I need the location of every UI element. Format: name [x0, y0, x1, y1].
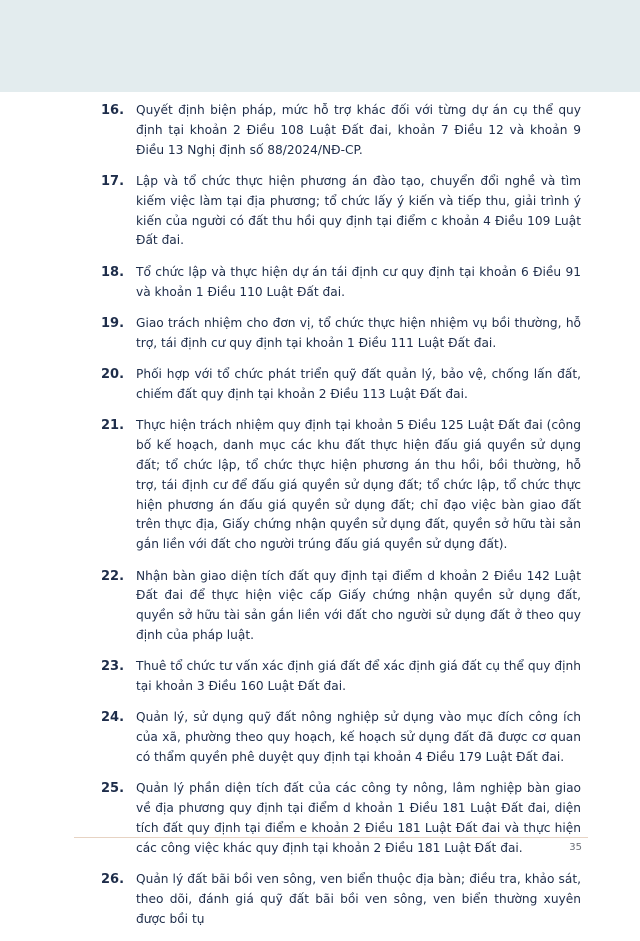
list-item — [0, 708, 640, 767]
item-number: 22. — [101, 568, 125, 584]
list-item — [0, 779, 640, 858]
list-item — [0, 263, 640, 303]
item-number: 26. — [101, 872, 125, 888]
item-text: Quản lý phần diện tích đất của các công ty nông, lâm nghiệp bàn giao về địa phương quy định tại điểm d khoản 1 Điều 181 Luật Đất đai, diện tích đất quy định tại điểm e khoản 2 Điều 181 Luật Đất đai và thực hiện các công việc khác quy định tại khoản 2 Điều 181 Luật Đất đai. — [136, 781, 581, 855]
item-text: Thuê tổ chức tư vấn xác định giá đất để xác định giá đất cụ thể quy định tại khoản 3 Điều 160 Luật Đất đai. — [136, 659, 581, 694]
list-item — [0, 365, 640, 405]
item-text: Quản lý đất bãi bồi ven sông, ven biển thuộc địa bàn; điều tra, khảo sát, theo dõi, đánh giá quỹ đất bãi bồi ven sông, ven biển thường xuyên được bồi tụ — [136, 872, 581, 926]
item-text: Thực hiện trách nhiệm quy định tại khoản 5 Điều 125 Luật Đất đai (công bố kế hoạch, danh mục các khu đất thực hiện đấu giá quyền sử dụng đất; tổ chức lập, tổ chức thực hiện phương án thu hồi, bồi thường, hỗ trợ, tái định cư để đấu giá quyền sử dụng đất; tổ chức lập, tổ chức thực hiện phương án đấu giá quyền sử dụng đất; chỉ đạo việc bàn giao đất trên thực địa, Giấy chứng nhận quyền sử dụng đất, quyền sở hữu tài sản gắn liền với đất cho người trúng đấu giá quyền sử dụng đất). — [136, 418, 581, 552]
item-text: Phối hợp với tổ chức phát triển quỹ đất quản lý, bảo vệ, chống lấn đất, chiếm đất quy định tại khoản 2 Điều 113 Luật Đất đai. — [136, 367, 581, 401]
list-item — [0, 314, 640, 354]
list-item — [0, 657, 640, 697]
header-band — [0, 0, 640, 92]
item-number: 20. — [101, 367, 125, 383]
item-number: 16. — [101, 103, 125, 118]
list-item — [0, 567, 640, 646]
item-number: 24. — [101, 710, 125, 726]
item-number: 17. — [101, 173, 125, 189]
list-item — [0, 870, 640, 929]
item-number: 18. — [101, 264, 125, 280]
list-item — [0, 101, 640, 160]
item-text: Quyết định biện pháp, mức hỗ trợ khác đối với từng dự án cụ thể quy định tại khoản 2 Điều 108 Luật Đất đai, khoản 7 Điều 12 và khoản 9 Điều 13 Nghị định số 88/2024/NĐ-CP. — [136, 103, 581, 157]
item-number: 19. — [101, 315, 125, 331]
footer-divider — [74, 837, 588, 838]
numbered-list — [0, 101, 640, 941]
item-text: Lập và tổ chức thực hiện phương án đào tạo, chuyển đổi nghề và tìm kiếm việc làm tại địa phương; tổ chức lấy ý kiến và tiếp thu, giải trình ý kiến của người có đất thu hồi quy định tại điểm c khoản 4 Điều 109 Luật Đất đai. — [136, 173, 581, 248]
list-item — [0, 172, 640, 251]
item-text: Giao trách nhiệm cho đơn vị, tổ chức thực hiện nhiệm vụ bồi thường, hỗ trợ, tái định cư quy định tại khoản 1 Điều 111 Luật Đất đai. — [136, 315, 581, 350]
item-number: 21. — [101, 418, 125, 434]
item-text: Quản lý, sử dụng quỹ đất nông nghiệp sử dụng vào mục đích công ích của xã, phường theo quy hoạch, kế hoạch sử dụng đất đã được cơ quan có thẩm quyền phê duyệt quy định tại khoản 4 Điều 179 Luật Đất đai. — [136, 710, 581, 765]
item-text: Nhận bàn giao diện tích đất quy định tại điểm d khoản 2 Điều 142 Luật Đất đai để thực hiện việc cấp Giấy chứng nhận quyền sử dụng đất, quyền sở hữu tài sản gắn liền với đất cho người sử dụng đất ở theo quy định của pháp luật. — [136, 568, 581, 642]
page-number: 35 — [569, 842, 582, 853]
item-number: 25. — [101, 781, 125, 797]
list-item — [0, 416, 640, 555]
item-number: 23. — [101, 659, 125, 675]
item-text: Tổ chức lập và thực hiện dự án tái định cư quy định tại khoản 6 Điều 91 và khoản 1 Điều 110 Luật Đất đai. — [136, 264, 581, 299]
